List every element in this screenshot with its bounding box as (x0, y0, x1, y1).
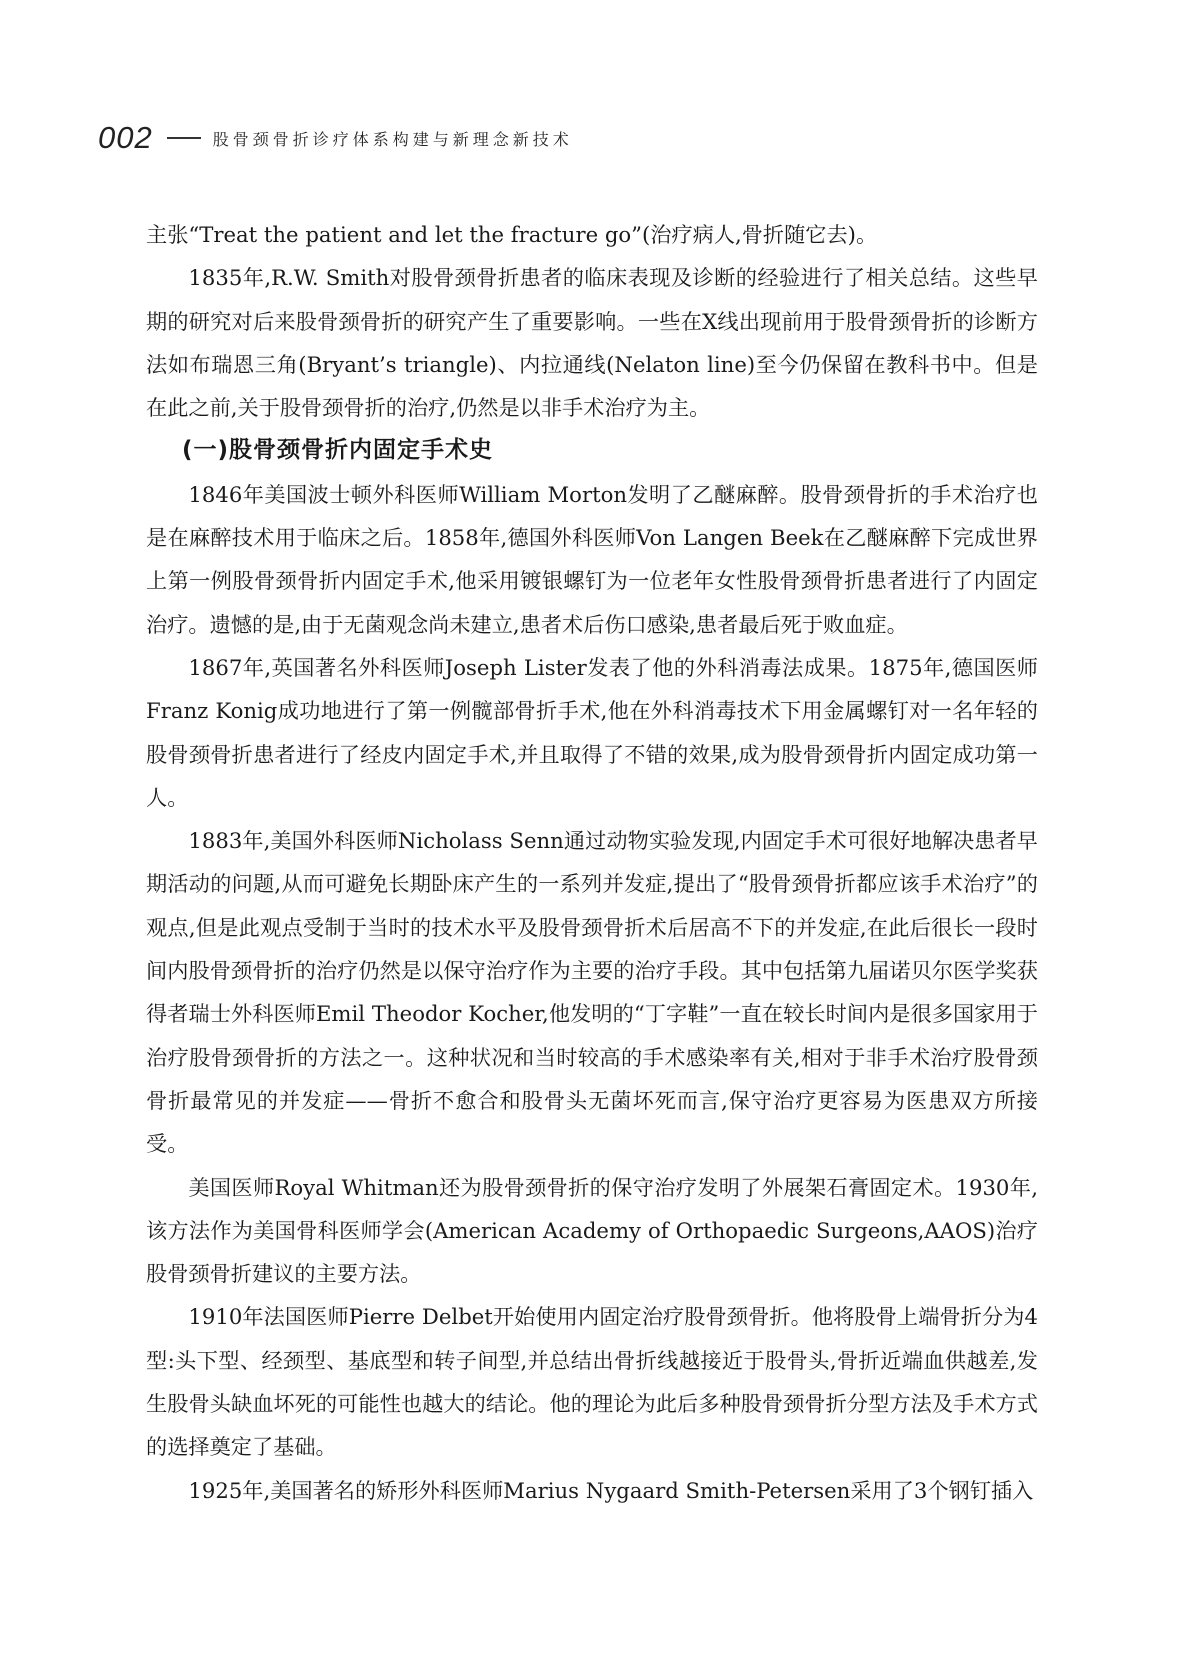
paragraph: 1883年,美国外科医师Nicholass Senn通过动物实验发现,内固定手术可很好地解决患者早期活动的问题,从而可避免长期卧床产生的一系列并发症,提出了“股骨颈骨折都应该手术治疗”的观点,但是此观点受制于当时的技术水平及股骨颈骨折术后居高不下的并发症,在此后很长一段时间内股骨颈骨折的治疗仍然是以保守治疗作为主要的治疗手段。其中包括第九届诺贝尔医学奖获得者瑞士外科医师Emil Theodor Kocher,他发明的“丁字鞋”一直在较长时间内是很多国家用于治疗股骨颈骨折的方法之一。这种状况和当时较高的手术感染率有关,相对于非手术治疗股骨颈骨折最常见的并发症——骨折不愈合和股骨头无菌坏死而言,保守治疗更容易为医患双方所接受。 (146, 828, 1038, 1157)
paragraph: 主张“Treat the patient and let the fracture go”(治疗病人,骨折随它去)。 (146, 222, 878, 247)
paragraph: 1846年美国波士顿外科医师William Morton发明了乙醚麻醉。股骨颈骨折的手术治疗也是在麻醉技术用于临床之后。1858年,德国外科医师Von Langen Beek在乙醚麻醉下完成世界上第一例股骨颈骨折内固定手术,他采用镀银螺钉为一位老年女性股骨颈骨折患者进行了内固定治疗。遗憾的是,由于无菌观念尚未建立,患者术后伤口感染,患者最后死于败血症。 (146, 481, 1038, 637)
running-header (98, 120, 573, 156)
paragraph: 1925年,美国著名的矫形外科医师Marius Nygaard Smith-Petersen采用了3个钢钉插入 (188, 1477, 1034, 1503)
header-dash (167, 137, 201, 139)
paragraph: 1835年,R.W. Smith对股骨颈骨折患者的临床表现及诊断的经验进行了相关总结。这些早期的研究对后来股骨颈骨折的研究产生了重要影响。一些在X线出现前用于股骨颈骨折的诊断方法如布瑞恩三角(Bryant’s triangle)、内拉通线(Nelaton line)至今仍保留在教科书中。但是在此之前,关于股骨颈骨折的治疗,仍然是以非手术治疗为主。 (146, 265, 1038, 421)
paragraph: 1867年,英国著名外科医师Joseph Lister发表了他的外科消毒法成果。1875年,德国医师Franz Konig成功地进行了第一例髋部骨折手术,他在外科消毒技术下用金属螺钉对一名年轻的股骨颈骨折患者进行了经皮内固定手术,并且取得了不错的效果,成为股骨颈骨折内固定成功第一人。 (146, 654, 1038, 810)
section-heading: (一)股骨颈骨折内固定手术史 (182, 437, 494, 464)
book-title: 股骨颈骨折诊疗体系构建与新理念新技术 (212, 129, 573, 149)
page-number: 002 (98, 120, 153, 155)
body-text (146, 213, 1038, 1512)
paragraph: 1910年法国医师Pierre Delbet开始使用内固定治疗股骨颈骨折。他将股骨上端骨折分为4型:头下型、经颈型、基底型和转子间型,并总结出骨折线越接近于股骨头,骨折近端血供越差,发生股骨头缺血坏死的可能性也越大的结论。他的理论为此后多种股骨颈骨折分型方法及手术方式的选择奠定了基础。 (146, 1304, 1038, 1460)
paragraph: 美国医师Royal Whitman还为股骨颈骨折的保守治疗发明了外展架石膏固定术。1930年,该方法作为美国骨科医师学会(American Academy of Orthopaedic Surgeons,AAOS)治疗股骨颈骨折建议的主要方法。 (146, 1174, 1038, 1287)
